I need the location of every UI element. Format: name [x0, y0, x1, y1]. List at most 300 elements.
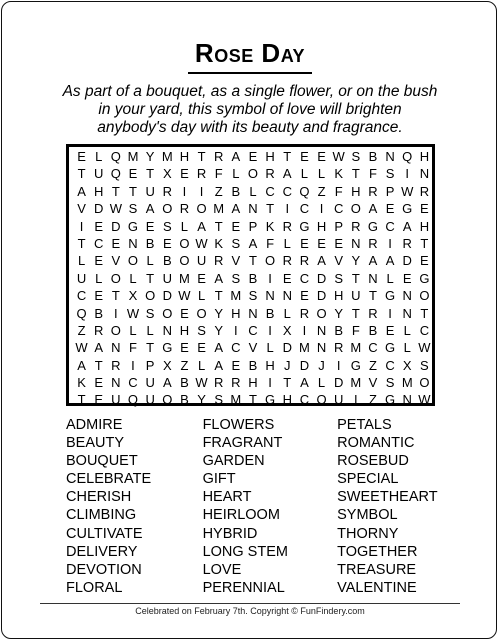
grid-letter: I	[268, 322, 272, 338]
word-list-item: HYBRID	[202, 525, 258, 542]
grid-letter: E	[162, 235, 172, 251]
grid-letter: T	[197, 149, 206, 164]
grid-letter: K	[334, 166, 344, 182]
grid-letter: A	[231, 149, 241, 164]
grid-letter: I	[388, 305, 392, 321]
grid-letter: M	[161, 149, 173, 164]
grid-row	[73, 252, 433, 269]
grid-letter: I	[354, 392, 358, 408]
grid-letter: M	[127, 149, 139, 164]
grid-letter: T	[111, 183, 120, 199]
grid-letter: A	[145, 201, 155, 217]
grid-letter: E	[180, 166, 189, 182]
grid-letter: S	[351, 149, 361, 164]
grid-letter: N	[351, 235, 361, 251]
grid-letter: D	[111, 218, 121, 234]
grid-letter: U	[94, 166, 104, 182]
grid-row	[73, 339, 433, 356]
grid-letter: E	[385, 201, 395, 217]
grid-row	[73, 391, 433, 408]
grid-letter: R	[368, 183, 378, 199]
grid-letter: Z	[317, 183, 326, 199]
grid-letter: U	[333, 392, 344, 408]
grid-letter: T	[368, 288, 377, 304]
grid-letter: Y	[214, 305, 224, 321]
grid-letter: Y	[214, 322, 224, 338]
puzzle-grid	[73, 148, 433, 409]
grid-letter: H	[333, 288, 344, 304]
word-list-item: TOGETHER	[337, 543, 418, 560]
grid-letter: W	[418, 340, 431, 356]
grid-letter: B	[334, 322, 344, 338]
grid-row	[73, 200, 433, 217]
grid-letter: H	[179, 149, 190, 164]
grid-letter: R	[368, 305, 378, 321]
grid-letter: L	[197, 357, 206, 373]
grid-letter: C	[299, 201, 310, 217]
grid-letter: H	[231, 305, 241, 321]
grid-letter: R	[299, 253, 310, 269]
grid-letter: M	[230, 288, 242, 304]
grid-letter: X	[128, 288, 138, 304]
grid-letter: Y	[145, 149, 155, 164]
word-list-item: DEVOTION	[66, 561, 142, 578]
grid-letter: H	[94, 183, 104, 199]
grid-letter: V	[77, 201, 86, 217]
grid-letter: L	[129, 270, 137, 286]
word-list-item: BEAUTY	[66, 435, 125, 452]
grid-letter: L	[95, 149, 103, 164]
grid-letter: E	[94, 218, 104, 234]
grid-letter: A	[214, 357, 224, 373]
grid-letter: L	[317, 375, 326, 391]
grid-letter: N	[419, 166, 430, 182]
grid-letter: D	[333, 375, 344, 391]
grid-letter: E	[197, 340, 206, 356]
grid-row	[73, 218, 433, 235]
grid-letter: R	[162, 183, 172, 199]
grid-letter: T	[94, 357, 103, 373]
grid-letter: E	[317, 149, 326, 164]
grid-letter: X	[162, 166, 172, 182]
grid-letter: R	[214, 253, 224, 269]
grid-letter: G	[367, 218, 379, 234]
grid-letter: B	[180, 375, 189, 391]
grid-letter: X	[162, 357, 172, 373]
grid-letter: D	[402, 253, 412, 269]
grid-letter: U	[196, 253, 207, 269]
grid-letter: B	[231, 183, 241, 199]
grid-letter: D	[282, 340, 292, 356]
grid-letter: E	[231, 357, 241, 373]
grid-letter: F	[214, 166, 223, 182]
grid-letter: L	[317, 166, 326, 182]
word-list-item: CHERISH	[66, 489, 132, 506]
grid-letter: U	[162, 270, 172, 286]
grid-letter: W	[195, 235, 208, 251]
grid-letter: Q	[127, 392, 139, 408]
grid-letter: L	[77, 253, 86, 269]
grid-letter: T	[351, 166, 360, 182]
grid-letter: I	[182, 183, 187, 199]
grid-letter: E	[231, 218, 241, 234]
grid-row	[73, 322, 433, 339]
grid-letter: M	[350, 340, 362, 356]
grid-letter: L	[197, 288, 206, 304]
grid-letter: R	[179, 201, 190, 217]
grid-letter: L	[283, 235, 291, 251]
grid-letter: T	[283, 375, 292, 391]
grid-letter: S	[128, 201, 138, 217]
grid-letter: H	[265, 149, 275, 164]
grid-letter: T	[283, 149, 292, 164]
grid-letter: R	[94, 322, 104, 338]
grid-letter: A	[94, 340, 104, 356]
grid-letter: N	[248, 305, 258, 321]
grid-letter: M	[350, 375, 362, 391]
word-list-item: FLORAL	[66, 579, 123, 596]
grid-letter: N	[402, 288, 412, 304]
grid-letter: N	[368, 270, 378, 286]
grid-letter: L	[266, 340, 274, 356]
grid-letter: B	[94, 305, 104, 321]
grid-letter: C	[299, 270, 310, 286]
word-list-item: GARDEN	[202, 453, 265, 470]
grid-letter: I	[285, 201, 290, 217]
grid-letter: M	[230, 392, 242, 408]
grid-letter: E	[300, 288, 309, 304]
intro-text: As part of a bouquet, as a single flower, or on the bush in your yard, this symbol of love will brighten anybody's day with its beauty and fragrance.	[62, 83, 438, 136]
grid-letter: S	[385, 375, 395, 391]
grid-letter: L	[146, 253, 154, 269]
grid-letter: G	[385, 340, 396, 356]
word-list-item: CULTIVATE	[66, 525, 143, 542]
grid-letter: H	[248, 375, 258, 391]
grid-letter: Z	[180, 357, 189, 373]
grid-letter: O	[179, 235, 190, 251]
grid-letter: N	[265, 288, 275, 304]
grid-letter: V	[334, 253, 344, 269]
grid-letter: L	[129, 322, 137, 338]
grid-letter: M	[213, 201, 225, 217]
grid-letter: T	[420, 305, 429, 321]
grid-letter: T	[146, 166, 155, 182]
word-column-1	[66, 416, 203, 597]
grid-letter: C	[419, 322, 430, 338]
grid-letter: O	[316, 392, 327, 408]
grid-letter: S	[231, 235, 241, 251]
grid-letter: R	[402, 235, 412, 251]
grid-letter: W	[109, 201, 122, 217]
grid-letter: V	[111, 253, 121, 269]
grid-letter: J	[284, 357, 291, 373]
grid-letter: H	[316, 218, 327, 234]
grid-letter: L	[403, 340, 411, 356]
grid-letter: T	[77, 235, 86, 251]
grid-letter: L	[146, 322, 154, 338]
grid-letter: O	[419, 288, 430, 304]
grid-letter: Y	[351, 253, 361, 269]
grid-letter: O	[110, 322, 121, 338]
grid-letter: W	[418, 392, 431, 408]
grid-letter: T	[249, 392, 257, 408]
grid-letter: L	[232, 166, 240, 182]
grid-letter: L	[403, 322, 411, 338]
grid-letter: K	[265, 218, 275, 234]
grid-letter: O	[127, 253, 139, 269]
grid-letter: I	[199, 183, 204, 199]
grid-letter: M	[178, 270, 190, 286]
grid-letter: C	[265, 183, 275, 199]
grid-letter: E	[197, 270, 206, 286]
grid-letter: H	[179, 322, 190, 338]
word-list-item: LOVE	[202, 561, 242, 578]
grid-letter: L	[180, 218, 189, 234]
word-list-item: HEART	[202, 489, 252, 506]
grid-letter: T	[214, 218, 223, 234]
grid-letter: I	[388, 235, 392, 251]
grid-letter: A	[248, 235, 258, 251]
grid-letter: A	[385, 253, 395, 269]
word-list-item: ROMANTIC	[337, 435, 415, 452]
grid-letter: O	[316, 305, 327, 321]
grid-letter: C	[76, 288, 87, 304]
word-list-item: GIFT	[202, 471, 236, 488]
grid-letter: T	[266, 201, 275, 217]
grid-letter: C	[128, 375, 138, 391]
grid-letter: G	[127, 218, 139, 234]
grid-letter: E	[180, 305, 189, 321]
grid-letter: C	[248, 322, 258, 338]
grid-letter: E	[300, 235, 309, 251]
grid-letter: I	[79, 218, 84, 234]
grid-letter: G	[402, 201, 413, 217]
grid-letter: B	[368, 149, 378, 164]
grid-letter: A	[402, 218, 412, 234]
grid-letter: S	[162, 218, 172, 234]
grid-letter: O	[419, 375, 430, 391]
grid-letter: N	[111, 340, 121, 356]
grid-letter: A	[214, 270, 224, 286]
grid-letter: Z	[77, 322, 86, 338]
grid-letter: V	[248, 340, 258, 356]
grid-letter: I	[234, 322, 238, 338]
grid-letter: P	[385, 183, 395, 199]
grid-letter: V	[368, 375, 378, 391]
grid-letter: E	[94, 253, 104, 269]
word-list-item: SWEETHEART	[337, 489, 438, 506]
grid-letter: S	[231, 270, 241, 286]
grid-letter: B	[248, 357, 258, 373]
grid-letter: W	[332, 149, 345, 164]
grid-row	[73, 305, 433, 322]
grid-letter: T	[351, 270, 360, 286]
grid-letter: L	[283, 305, 291, 321]
grid-letter: Q	[299, 183, 310, 199]
grid-letter: A	[317, 253, 326, 269]
grid-letter: H	[282, 392, 292, 408]
grid-row	[73, 270, 433, 287]
grid-letter: L	[95, 270, 103, 286]
grid-letter: G	[265, 392, 276, 408]
grid-letter: C	[385, 357, 395, 373]
grid-letter: N	[248, 201, 258, 217]
grid-letter: R	[111, 357, 121, 373]
grid-letter: W	[75, 340, 88, 356]
grid-letter: G	[162, 340, 173, 356]
grid-letter: N	[402, 392, 412, 408]
grid-letter: H	[419, 218, 430, 234]
grid-letter: T	[111, 288, 120, 304]
grid-letter: O	[162, 392, 173, 408]
word-list-item: CELEBRATE	[66, 471, 152, 488]
grid-letter: O	[162, 201, 173, 217]
grid-letter: E	[420, 253, 429, 269]
word-list-item: SYMBOL	[337, 507, 398, 524]
word-list-item: CLIMBING	[66, 507, 137, 524]
grid-letter: B	[265, 305, 275, 321]
grid-letter: A	[197, 218, 206, 234]
grid-row	[73, 148, 433, 165]
grid-letter: I	[302, 322, 307, 338]
grid-letter: E	[402, 270, 412, 286]
grid-letter: C	[333, 201, 344, 217]
grid-letter: A	[162, 375, 172, 391]
grid-letter: D	[162, 288, 172, 304]
grid-letter: E	[334, 235, 344, 251]
grid-letter: K	[77, 375, 86, 391]
grid-letter: S	[248, 288, 258, 304]
grid-letter: O	[196, 201, 207, 217]
word-list-item: SPECIAL	[337, 471, 399, 488]
grid-letter: R	[214, 149, 224, 164]
grid-row	[73, 374, 433, 391]
footer-divider	[40, 603, 460, 604]
grid-letter: O	[247, 166, 259, 182]
grid-letter: Z	[368, 357, 377, 373]
grid-row	[73, 357, 433, 374]
grid-letter: B	[162, 253, 172, 269]
grid-letter: N	[111, 375, 121, 391]
grid-letter: D	[316, 288, 327, 304]
grid-letter: I	[336, 357, 341, 373]
grid-letter: I	[319, 201, 324, 217]
word-list-item: DELIVERY	[66, 543, 138, 560]
grid-letter: I	[114, 305, 118, 321]
grid-letter: A	[300, 375, 309, 391]
grid-letter: D	[316, 270, 327, 286]
grid-letter: N	[162, 322, 172, 338]
grid-letter: E	[145, 218, 155, 234]
grid-letter: A	[368, 253, 378, 269]
grid-letter: R	[265, 166, 275, 182]
grid-letter: J	[318, 357, 325, 373]
grid-letter: A	[282, 166, 292, 182]
grid-letter: U	[145, 375, 155, 391]
grid-letter: F	[368, 166, 377, 182]
word-list-item: VALENTINE	[337, 579, 417, 596]
grid-letter: E	[77, 149, 86, 164]
grid-letter: Q	[76, 305, 87, 321]
grid-letter: C	[94, 235, 104, 251]
grid-letter: T	[77, 392, 86, 408]
grid-letter: B	[368, 322, 378, 338]
grid-letter: U	[76, 270, 87, 286]
grid-letter: O	[145, 288, 156, 304]
word-list-item: ADMIRE	[66, 417, 123, 433]
grid-letter: R	[214, 375, 224, 391]
grid-letter: H	[351, 183, 361, 199]
grid-letter: R	[196, 166, 207, 182]
grid-letter: O	[179, 253, 190, 269]
grid-letter: R	[231, 375, 241, 391]
grid-letter: G	[299, 218, 310, 234]
word-list-item: PETALS	[337, 417, 392, 433]
grid-letter: X	[402, 357, 412, 373]
grid-letter: Z	[214, 183, 223, 199]
grid-letter: P	[334, 218, 344, 234]
grid-letter: I	[405, 166, 410, 182]
word-list-item: THORNY	[337, 525, 399, 542]
grid-row	[73, 287, 433, 304]
grid-letter: C	[299, 392, 310, 408]
grid-letter: G	[385, 392, 396, 408]
grid-letter: O	[196, 305, 207, 321]
grid-row	[73, 183, 433, 200]
grid-letter: T	[420, 235, 429, 251]
grid-row	[73, 165, 433, 182]
grid-letter: O	[265, 253, 276, 269]
grid-letter: A	[214, 340, 224, 356]
grid-letter: L	[249, 183, 257, 199]
grid-letter: A	[231, 201, 241, 217]
grid-letter: F	[351, 322, 360, 338]
grid-letter: T	[146, 340, 155, 356]
grid-letter: W	[178, 288, 191, 304]
grid-letter: Q	[110, 166, 121, 182]
grid-letter: S	[145, 305, 155, 321]
grid-letter: T	[129, 183, 137, 199]
grid-letter: K	[214, 235, 224, 251]
grid-letter: S	[420, 357, 429, 373]
grid-letter: D	[94, 201, 104, 217]
grid-letter: E	[94, 288, 104, 304]
grid-letter: D	[299, 357, 310, 373]
grid-letter: E	[300, 149, 309, 164]
grid-letter: H	[265, 357, 275, 373]
grid-letter: S	[385, 166, 395, 182]
grid-letter: C	[385, 218, 395, 234]
grid-letter: R	[351, 218, 361, 234]
grid-letter: F	[334, 183, 343, 199]
grid-letter: I	[268, 375, 272, 391]
grid-letter: F	[266, 235, 275, 251]
grid-letter: Q	[402, 149, 413, 164]
word-list-item: PERENNIAL	[202, 579, 285, 596]
grid-letter: H	[419, 149, 430, 164]
grid-letter: B	[145, 235, 155, 251]
grid-letter: N	[385, 149, 395, 164]
grid-letter: R	[282, 253, 292, 269]
grid-letter: E	[94, 392, 104, 408]
grid-letter: U	[351, 288, 361, 304]
grid-letter: E	[317, 235, 326, 251]
page-title: Rose Day	[194, 38, 306, 68]
grid-letter: G	[385, 288, 396, 304]
grid-letter: N	[316, 322, 327, 338]
word-list-item: TREASURE	[337, 561, 417, 578]
grid-letter: T	[351, 305, 360, 321]
